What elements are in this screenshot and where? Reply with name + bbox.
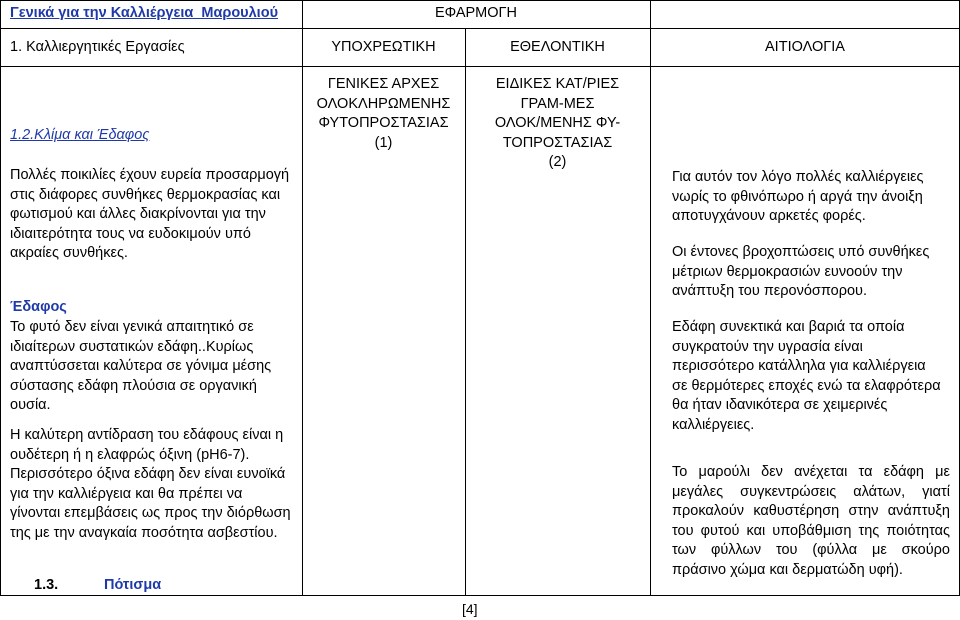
document-title: Γενικά για την Καλλιέργεια Μαρουλιού: [10, 5, 279, 21]
subsection-heading: 1.2.Κλίμα και Έδαφος: [10, 127, 150, 143]
next-section-title: Πότισμα: [104, 577, 162, 593]
soil-reaction-paragraph: Η καλύτερη αντίδραση του εδάφους είναι η ουδέτερη ή η ελαφρώς όξινη (pH6-7). Περισσότερο όξινα εδάφη δεν είναι ευνοϊκά για την καλλιέργεια και θα πρέπει να γίνονται επεμβάσεις ως προς την διόρθωση της με την αναγκαία ποσότητα ασβεστίου.: [10, 427, 291, 541]
reasoning-paragraph-3: Εδάφη συνεκτικά και βαριά τα οποία συγκρατούν την υγρασία είναι περισσότερο κατάλληλα για καλλιέργεια σε θερμότερες εποχές ενώ τα ελαφρότερα θα ήταν ιδανικότερα σε χειμερινές καλλιέργειες.: [672, 319, 941, 433]
reasoning-paragraph-1: Για αυτόν τον λόγο πολλές καλλιέργειες νωρίς το φθινόπωρο ή αργά την άνοιξη αποτυγχάνουν αρκετές φορές.: [672, 169, 924, 224]
general-principles-heading: ΓΕΝΙΚΕΣ ΑΡΧΕΣ ΟΛΟΚΛΗΡΩΜΕΝΗΣ ΦΥΤΟΠΡΟΣΤΑΣΙΑΣ (1): [316, 76, 451, 151]
application-heading: ΕΦΑΡΜΟΓΗ: [435, 5, 517, 21]
mandatory-heading: ΥΠΟΧΡΕΩΤΙΚΗ: [331, 39, 436, 55]
optional-heading: ΕΘΕΛΟΝΤΙΚΗ: [510, 39, 605, 55]
reasoning-heading: ΑΙΤΙΟΛΟΓΙΑ: [765, 39, 845, 55]
soil-paragraph: Το φυτό δεν είναι γενικά απαιτητικό σε ιδιαίτερων συστατικών εδάφη..Κυρίως αναπτύσσεται καλύτερα σε γόνιμα μέσης σύστασης εδάφη πλούσια σε οργανική ουσία.: [10, 319, 272, 413]
soil-heading: Έδαφος: [10, 299, 67, 315]
page-number: [4]: [462, 601, 478, 617]
reasoning-paragraph-4: Το μαρούλι δεν ανέχεται τα εδάφη με μεγάλες συγκεντρώσεις αλάτων, γιατί προκαλούν καθυστέρηση στην ανάπτυξη του φυτού και υποβάθμιση της ποιότητας των φύλλων του (φύλλα με σκούρο πράσινο χώμα και δερματώδη υφή).: [672, 464, 950, 578]
rule-top: [0, 0, 960, 1]
rule-left: [0, 0, 1, 596]
rule-under-title: [0, 28, 960, 29]
reasoning-paragraph-2: Οι έντονες βροχοπτώσεις υπό συνθήκες μέτριων θερμοκρασιών ευνοούν την ανάπτυξη του περονόσπορου.: [672, 244, 930, 299]
next-section-number: 1.3.: [34, 577, 59, 593]
rule-under-columns: [0, 66, 960, 67]
climate-paragraph: Πολλές ποικιλίες έχουν ευρεία προσαρμογή στις διάφορες συνθήκες θερμοκρασίας και φωτισμού και άλλες διακρίνονται για την ιδιαιτερότητα τους να ευδοκιμούν υπό ακραίες συνθήκες.: [10, 167, 290, 261]
rule-col-c: [650, 0, 651, 596]
special-categories-heading: ΕΙΔΙΚΕΣ ΚΑΤ/ΡΙΕΣ ΓΡΑΜ-ΜΕΣ ΟΛΟΚ/ΜΕΝΗΣ ΦΥ- ΤΟΠΡΟΣΤΑΣΙΑΣ (2): [494, 76, 621, 170]
section-heading: 1. Καλλιεργητικές Εργασίες: [10, 39, 185, 55]
